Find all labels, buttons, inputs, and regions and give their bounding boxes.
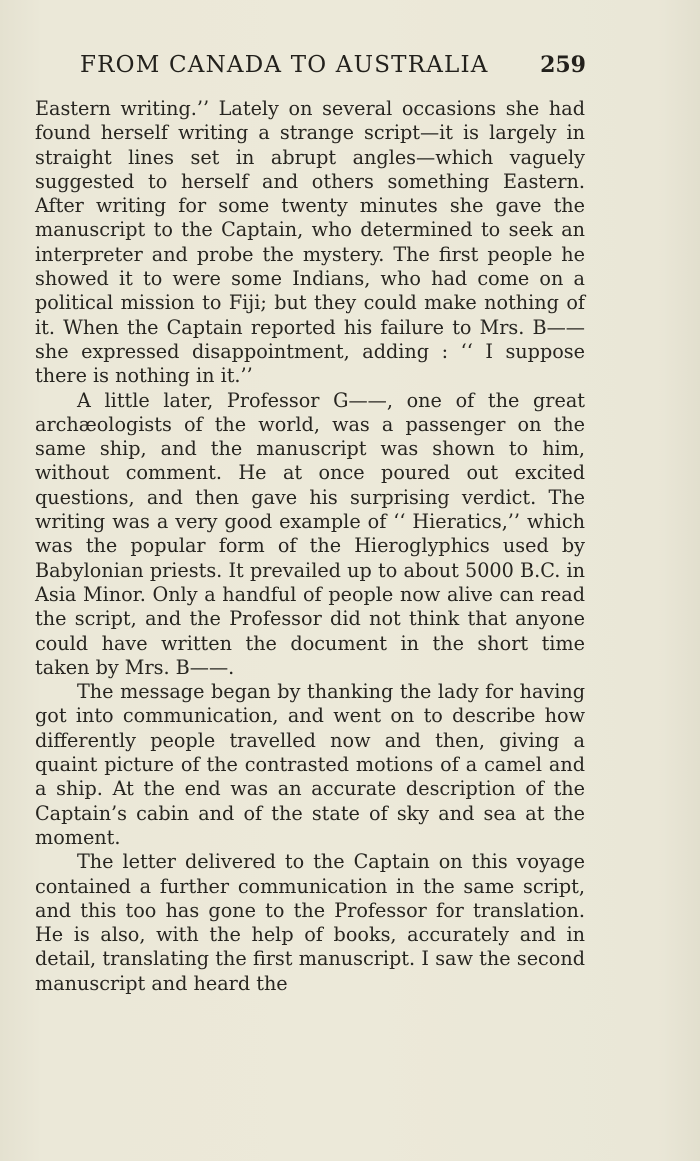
paragraph: A little later, Professor G——, one of the great archæologists of the world, was a passenger on the same ship, and the manuscript was shown to him, without comment. He at once poured out excited questions, and then gave his surprising verdict. The writing was a very good example of ‘‘ Hieratics,’’ which was the popular form of the Hieroglyphics used by Babylonian priests. It prevailed up to about 5000 B.C. in Asia Minor. Only a handful of people now alive can read the script, and the Professor did not think that anyone could have written the document in the short time taken by Mrs. B——. [35, 388, 585, 679]
paragraph: Eastern writing.’’ Lately on several occasions she had found herself writing a strange script—it is largely in straight lines set in abrupt angles—which vaguely suggested to herself and others something Eastern. After writing for some twenty minutes she gave the manuscript to the Captain, who determined to seek an interpreter and probe the mystery. The first people he showed it to were some Indians, who had come on a political mission to Fiji; but they could make nothing of it. When the Captain reported his failure to Mrs. B—— she expressed disappointment, adding : ‘‘ I suppose there is nothing in it.’’ [35, 97, 585, 388]
paragraph: The letter delivered to the Captain on this voyage contained a further communication in the same script, and this too has gone to the Professor for translation. He is also, with the help of books, accurately and in detail, translating the first manuscript. I saw the second manuscript and heard the [35, 850, 585, 995]
running-title: FROM CANADA TO AUSTRALIA [80, 52, 489, 78]
paragraph: The message began by thanking the lady for having got into communication, and went on to describe how differently people travelled now and then, giving a quaint picture of the contrasted motions of a camel and a ship. At the end was an accurate description of the Captain’s cabin and of the state of sky and sea at the moment. [35, 680, 585, 849]
page-number: 259 [540, 52, 586, 78]
page-header [80, 52, 586, 82]
body-text [35, 97, 585, 996]
